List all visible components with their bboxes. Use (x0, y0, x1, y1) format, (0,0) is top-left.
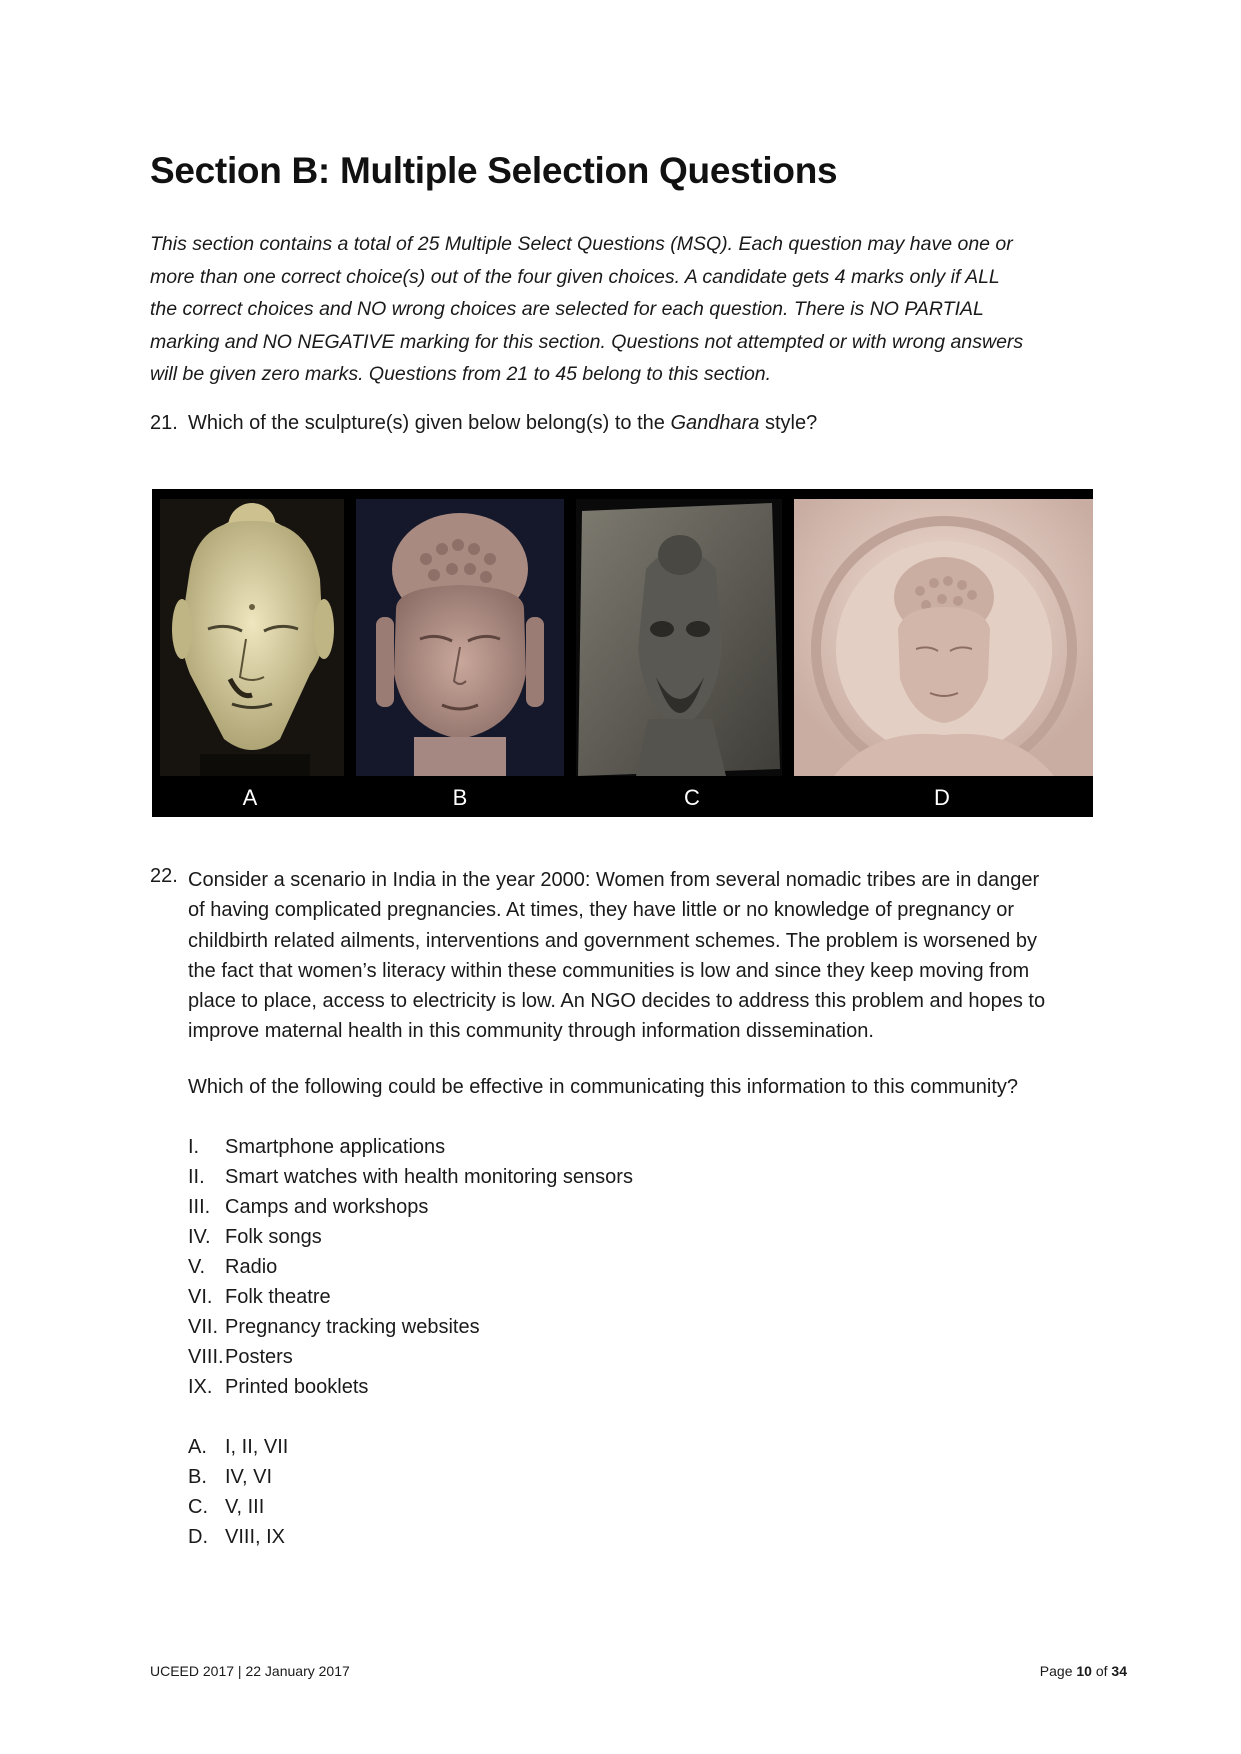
question-21-text-start: Which of the sculpture(s) given below belong(s) to the (188, 412, 671, 434)
list-item-numeral: IX. (188, 1376, 213, 1398)
section-instructions (150, 228, 1100, 391)
scenario-line: improve maternal health in this community through information dissemination. (188, 1020, 874, 1043)
list-item-text: Printed booklets (225, 1376, 369, 1398)
sculpture-image-strip (152, 489, 1093, 817)
instruction-line: marking and NO NEGATIVE marking for this section. Questions not attempted or with wrong answers (150, 330, 1024, 353)
question-21-text (188, 412, 817, 435)
sculpture-image-a (160, 499, 344, 776)
question-21-number: 21. (150, 412, 178, 434)
question-22-scenario (188, 865, 1098, 1047)
footer-page-number (1040, 1663, 1127, 1679)
sculpture-image-b (356, 499, 564, 776)
page-total: 34 (1111, 1663, 1127, 1679)
sculpture-label-a: A (242, 785, 258, 810)
scenario-line: Consider a scenario in India in the year 2000: Women from several nomadic tribes are in danger (188, 869, 1040, 891)
instruction-line: more than one correct choice(s) out of the four given choices. A candidate gets 4 marks only if ALL (150, 265, 1000, 288)
option-text: V, III (225, 1496, 265, 1518)
sculpture-image-c (576, 499, 782, 776)
list-item-numeral: IV. (188, 1226, 211, 1248)
question-22-number: 22. (150, 865, 178, 887)
option-letter: B. (188, 1466, 207, 1488)
page-mid: of (1091, 1663, 1112, 1679)
question-21-text-end: style? (759, 412, 818, 434)
scenario-line: the fact that women’s literacy within these communities is low and since they keep moving from (188, 959, 1030, 982)
list-item-text: Folk theatre (225, 1286, 331, 1308)
list-item-text: Camps and workshops (225, 1196, 429, 1218)
scenario-line: place to place, access to electricity is low. An NGO decides to address this problem and hopes to (188, 990, 1046, 1013)
option-text: IV, VI (225, 1466, 273, 1488)
sculpture-label-d: D (934, 785, 950, 810)
list-item-text: Folk songs (225, 1226, 322, 1248)
footer-exam-date: UCEED 2017 | 22 January 2017 (150, 1663, 350, 1679)
list-item-text: Smart watches with health monitoring sensors (225, 1166, 633, 1188)
page-current: 10 (1076, 1663, 1092, 1679)
list-item-text: Posters (225, 1346, 293, 1368)
instruction-line: This section contains a total of 25 Multiple Select Questions (MSQ). Each question may have one or (150, 233, 1013, 255)
question-22-prompt: Which of the following could be effective in communicating this information to this community? (188, 1076, 1019, 1098)
list-item-numeral: VIII. (188, 1346, 224, 1368)
list-item-text: Pregnancy tracking websites (225, 1316, 480, 1338)
list-item-numeral: II. (188, 1166, 205, 1188)
sculpture-image-d (794, 499, 1093, 776)
scenario-line: of having complicated pregnancies. At times, they have little or no knowledge of pregnancy or (188, 899, 1015, 922)
option-letter: A. (188, 1436, 207, 1458)
sculpture-label-c: C (684, 785, 700, 810)
option-letter: D. (188, 1526, 208, 1548)
page-prefix: Page (1039, 1663, 1077, 1679)
list-item-numeral: III. (188, 1196, 211, 1218)
list-item-numeral: VI. (188, 1286, 213, 1308)
scenario-line: childbirth related ailments, interventions and government schemes. The problem is worsened by (188, 929, 1037, 952)
option-text: I, II, VII (225, 1436, 289, 1458)
list-item-numeral: VII. (188, 1316, 219, 1338)
sculpture-label-b: B (452, 785, 468, 810)
list-item-text: Radio (225, 1256, 278, 1278)
option-letter: C. (188, 1496, 208, 1518)
list-item-text: Smartphone applications (225, 1136, 446, 1158)
option-text: VIII, IX (225, 1526, 286, 1548)
instruction-line: the correct choices and NO wrong choices are selected for each question. There is NO PARTIAL (150, 298, 984, 320)
question-21-style-name: Gandhara (670, 412, 760, 434)
list-item-numeral: I. (188, 1136, 200, 1158)
section-heading: Section B: Multiple Selection Questions (150, 150, 838, 191)
list-item-numeral: V. (188, 1256, 206, 1278)
instruction-line: will be given zero marks. Questions from 21 to 45 belong to this section. (150, 363, 772, 385)
